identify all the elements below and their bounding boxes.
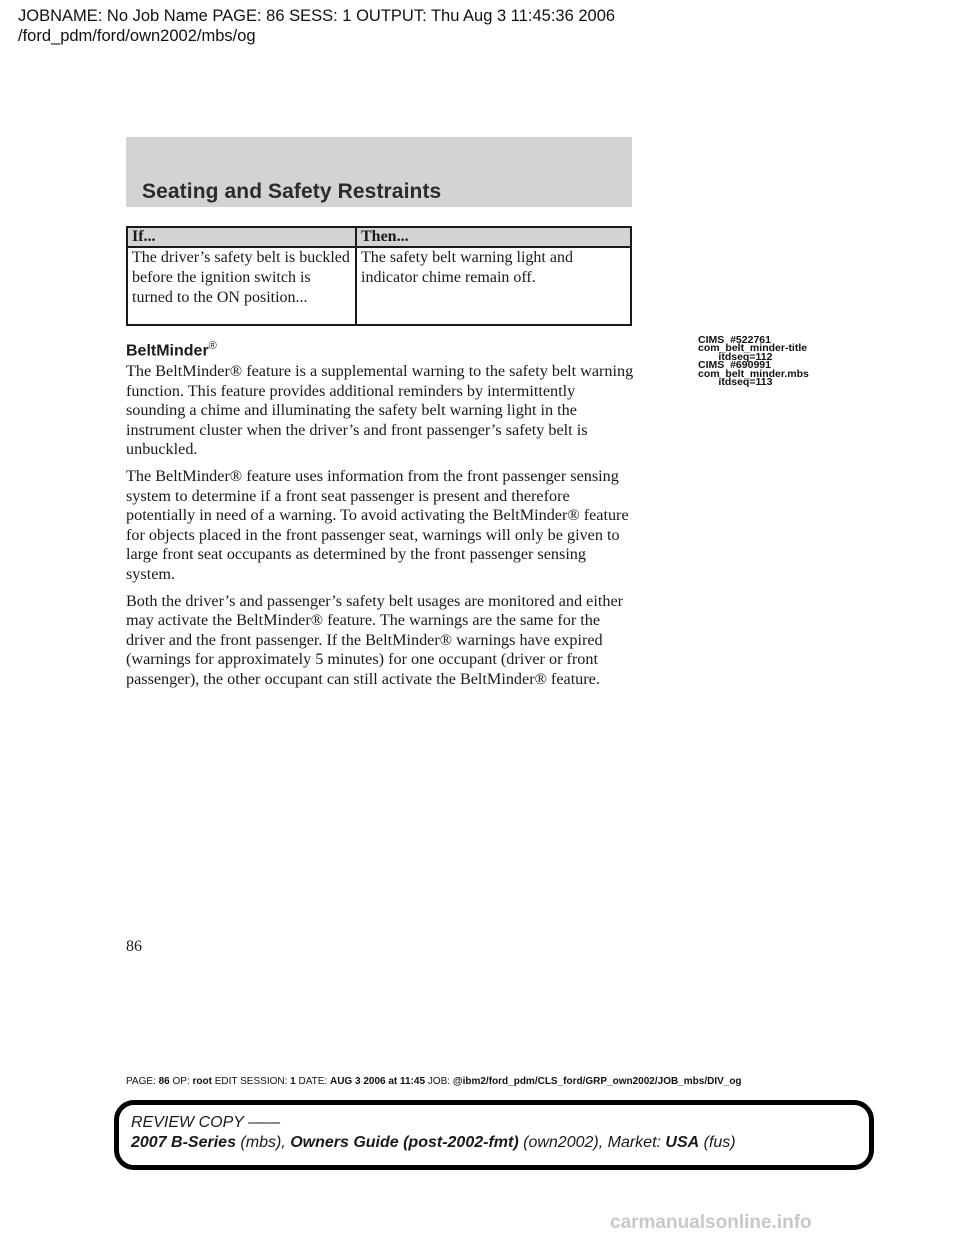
footer-date-value: AUG 3 2006 at 11:45 [329, 1076, 426, 1087]
table-row [127, 247, 631, 325]
beltminder-heading [126, 340, 217, 360]
paragraph-3: Both the driver’s and passenger’s safety belt usages are monitored and either may activate the BeltMinder® feature. The warnings are the same for the driver and the front passenger. If the BeltMinder® warnings have expired (warnings for approximately 5 minutes) for one occupant (driver or front passenger), the other occupant can still activate the BeltMinder® feature. [126, 591, 624, 688]
review-market-code: (fus) [699, 1134, 736, 1151]
if-then-table [126, 226, 632, 326]
section-header-bar [126, 137, 632, 207]
footer-edit-value: 1 [290, 1076, 296, 1087]
review-market: USA [665, 1134, 700, 1151]
review-guide-code: (own2002) [518, 1134, 599, 1151]
footer-page-label: PAGE: [126, 1076, 159, 1087]
footer-op-label: OP: [169, 1076, 193, 1087]
table-header-if: If... [127, 227, 356, 247]
review-market-label: Market: [607, 1134, 666, 1151]
table-header-row [127, 227, 631, 247]
paragraph-1: The BeltMinder® feature is a supplemental warning to the safety belt warning function. This feature provides additional reminders by intermittently sounding a chime and illuminating the safety belt warning light in the instrument cluster when the driver’s and front passenger’s safety belt is unbuckled. [126, 362, 634, 459]
job-header-line2: /ford_pdm/ford/own2002/mbs/og [18, 27, 256, 45]
page-number: 86 [126, 938, 142, 955]
footer-job-info [126, 1076, 742, 1087]
section-title: Seating and Safety Restraints [142, 180, 442, 203]
footer-op-value: root [192, 1076, 212, 1087]
review-copy-details [131, 1134, 736, 1152]
footer-job-label: JOB: [425, 1076, 453, 1087]
footer-page-value: 86 [158, 1076, 170, 1087]
footer-date-label: DATE: [295, 1076, 330, 1087]
review-separator: , [281, 1134, 291, 1151]
paragraph-2: The BeltMinder® feature uses information from the front passenger sensing system to determine if a front seat passenger is present and therefore potentially in need of a warning. To avoid activating the BeltMinder® feature for objects placed in the front passenger seat, warnings will only be given to large front seat occupants as determined by the front passenger sensing system. [126, 466, 629, 583]
review-model-code: (mbs) [235, 1134, 282, 1151]
job-header-line1: JOBNAME: No Job Name PAGE: 86 SESS: 1 OUTPUT: Thu Aug 3 11:45:36 2006 [18, 7, 616, 25]
footer-edit-label: EDIT SESSION: [211, 1076, 291, 1087]
table-cell-then: The safety belt warning light and indicator chime remain off. [356, 247, 631, 325]
registered-mark: ® [208, 340, 217, 352]
table-cell-if: The driver’s safety belt is buckled before the ignition switch is turned to the ON position... [127, 247, 356, 325]
watermark: carmanualsonline.info [610, 1212, 812, 1233]
table-header-then: Then... [356, 227, 631, 247]
review-copy-label: REVIEW COPY —— [131, 1114, 281, 1131]
footer-job-value: @ibm2/ford_pdm/CLS_ford/GRP_own2002/JOB_mbs/DIV_og [452, 1076, 742, 1087]
review-model: 2007 B-Series [131, 1134, 236, 1151]
beltminder-body [126, 362, 636, 697]
cims-annotation: CIMS #522761 com_belt_minder-title itdseq=112 CIMS #690991 com_belt_minder.mbs itdseq=113 [698, 334, 809, 389]
review-copy-box [114, 1100, 874, 1170]
review-separator: , [598, 1134, 608, 1151]
review-guide: Owners Guide (post-2002-fmt) [290, 1134, 519, 1151]
beltminder-heading-text: BeltMinder [126, 342, 209, 360]
